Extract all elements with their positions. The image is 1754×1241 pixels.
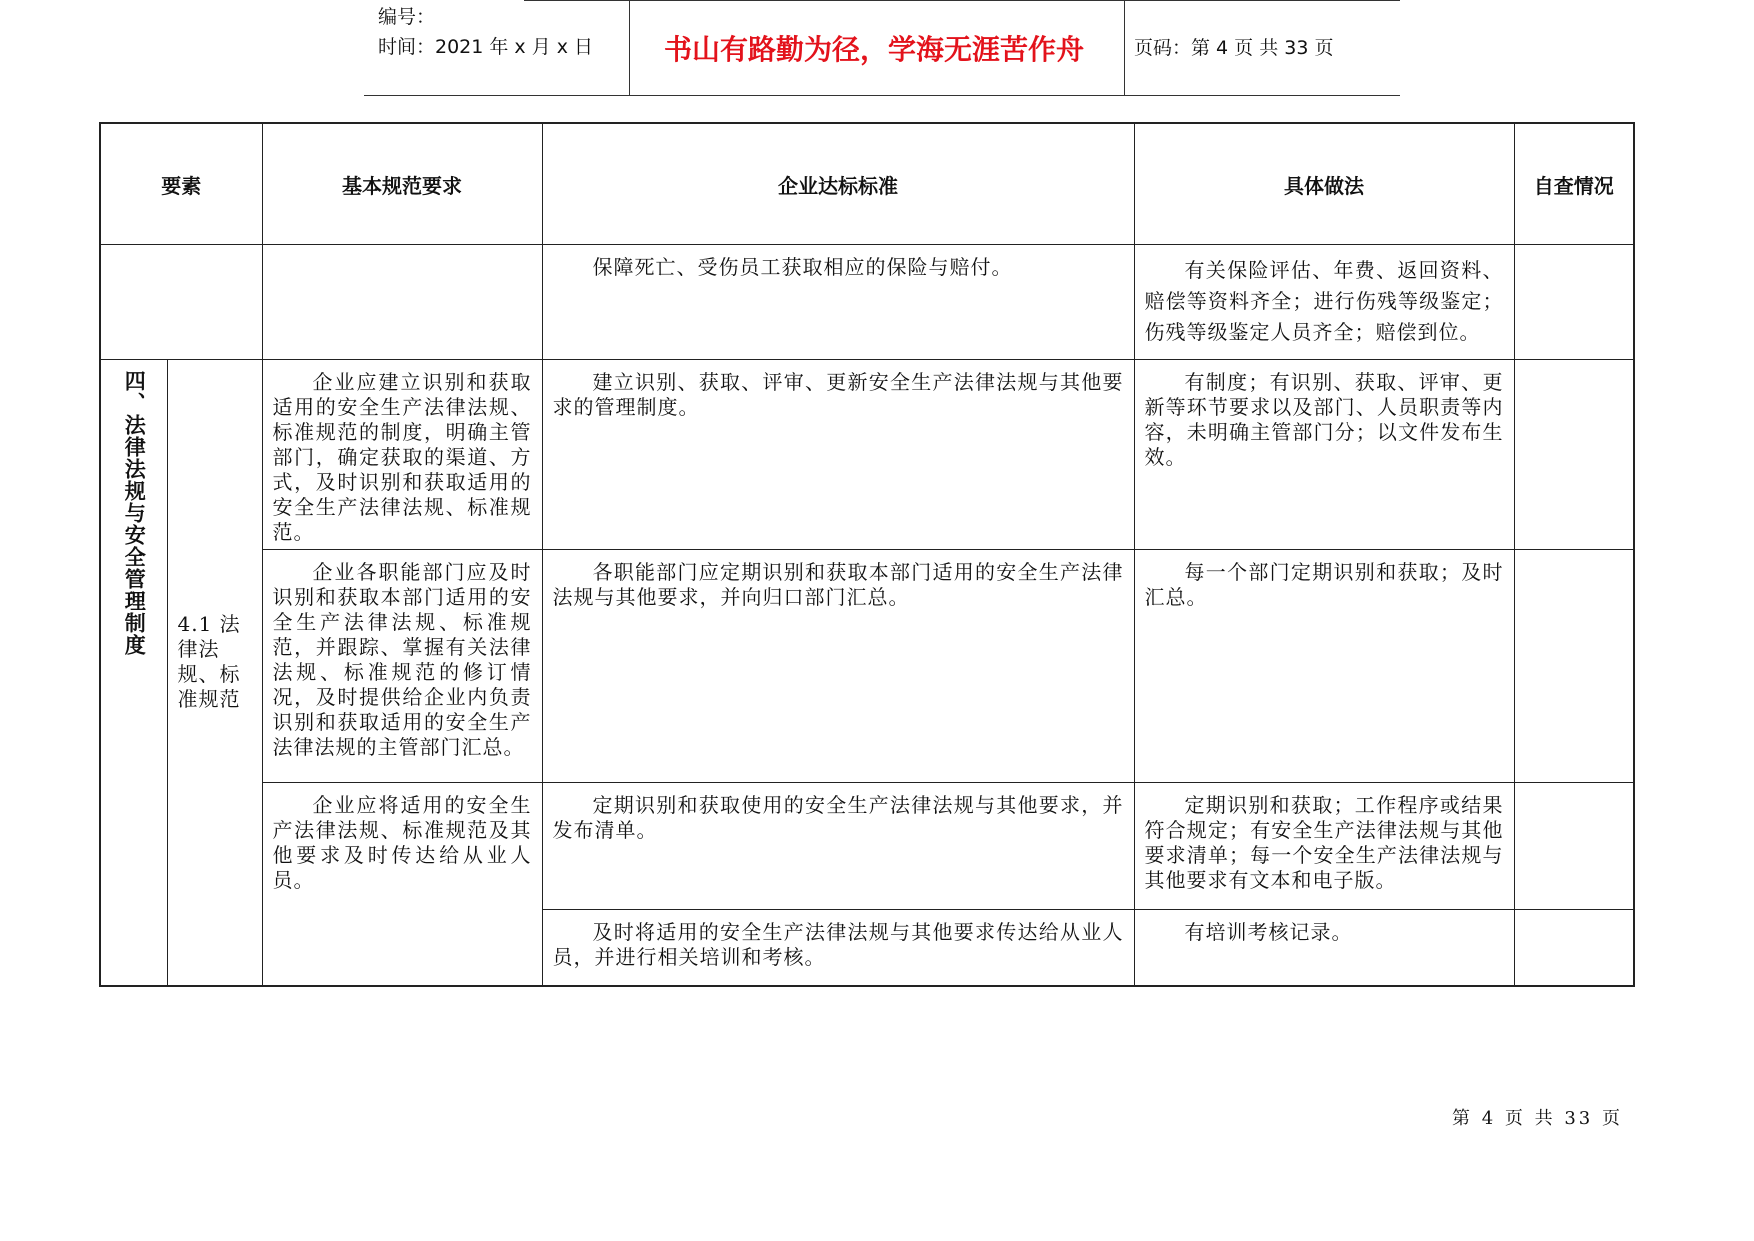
sub-element-label: 4.1 法律法规、标准规范 [177, 612, 241, 711]
standard-cell: 各职能部门应定期识别和获取本部门适用的安全生产法律法规与其他要求，并向归口部门汇总。 [542, 550, 1134, 783]
self-check-cell [1514, 360, 1634, 550]
element-cell [100, 360, 167, 986]
table-row [100, 245, 1634, 360]
standard-cell: 保障死亡、受伤员工获取相应的保险与赔付。 [542, 245, 1134, 360]
table-header-row [100, 123, 1634, 245]
standard-cell: 定期识别和获取使用的安全生产法律法规与其他要求，并发布清单。 [542, 783, 1134, 910]
header-top-rule [524, 0, 1400, 1]
header-time: 时间：2021 年 x 月 x 日 [378, 36, 594, 58]
column-header-requirement: 基本规范要求 [262, 123, 542, 245]
practice-cell: 每一个部门定期识别和获取；及时汇总。 [1134, 550, 1514, 783]
practice-cell: 有关保险评估、年费、返回资料、赔偿等资料齐全；进行伤残等级鉴定；伤残等级鉴定人员齐全；赔偿到位。 [1134, 245, 1514, 360]
section-title: 四、法律法规与安全管理制度 [122, 370, 147, 656]
header-number: 编号： [378, 6, 436, 28]
table-row [100, 360, 1634, 550]
self-check-cell [1514, 783, 1634, 910]
table-row [100, 783, 1634, 910]
standard-cell: 建立识别、获取、评审、更新安全生产法律法规与其他要求的管理制度。 [542, 360, 1134, 550]
requirement-cell: 企业应建立识别和获取适用的安全生产法律法规、标准规范的制度，明确主管部门，确定获取的渠道、方式，及时识别和获取适用的安全生产法律法规、标准规范。 [262, 360, 542, 550]
standard-cell: 及时将适用的安全生产法律法规与其他要求传达给从业人员，并进行相关培训和考核。 [542, 910, 1134, 986]
column-header-self-check: 自查情况 [1514, 123, 1634, 245]
element-cell [100, 245, 262, 360]
header-page-label: 页码：第 4 页 共 33 页 [1134, 37, 1334, 59]
practice-cell: 定期识别和获取；工作程序或结果符合规定；有安全生产法律法规与其他要求清单；每一个安全生产法律法规与其他要求有文本和电子版。 [1134, 783, 1514, 910]
header-divider [1124, 0, 1125, 95]
column-header-practice: 具体做法 [1134, 123, 1514, 245]
sub-element-cell [167, 360, 262, 986]
practice-cell: 有培训考核记录。 [1134, 910, 1514, 986]
self-check-cell [1514, 910, 1634, 986]
practice-cell: 有制度；有识别、获取、评审、更新等环节要求以及部门、人员职责等内容，未明确主管部门分；以文件发布生效。 [1134, 360, 1514, 550]
requirement-cell: 企业各职能部门应及时识别和获取本部门适用的安全生产法律法规、标准规范，并跟踪、掌握有关法律法规、标准规范的修订情况，及时提供给企业内负责识别和获取适用的安全生产法律法规的主管部门汇总。 [262, 550, 542, 783]
requirement-cell: 企业应将适用的安全生产法律法规、标准规范及其他要求及时传达给从业人员。 [262, 783, 542, 986]
header-meta [378, 2, 618, 62]
standards-table [99, 122, 1635, 987]
self-check-cell [1514, 245, 1634, 360]
column-header-standard: 企业达标标准 [542, 123, 1134, 245]
self-check-cell [1514, 550, 1634, 783]
table-row [100, 550, 1634, 783]
requirement-cell [262, 245, 542, 360]
page-header [364, 0, 1400, 96]
column-header-element: 要素 [100, 123, 262, 245]
header-motto: 书山有路勤为径，学海无涯苦作舟 [663, 33, 1084, 66]
page-footer: 第 4 页 共 33 页 [1452, 1108, 1623, 1129]
